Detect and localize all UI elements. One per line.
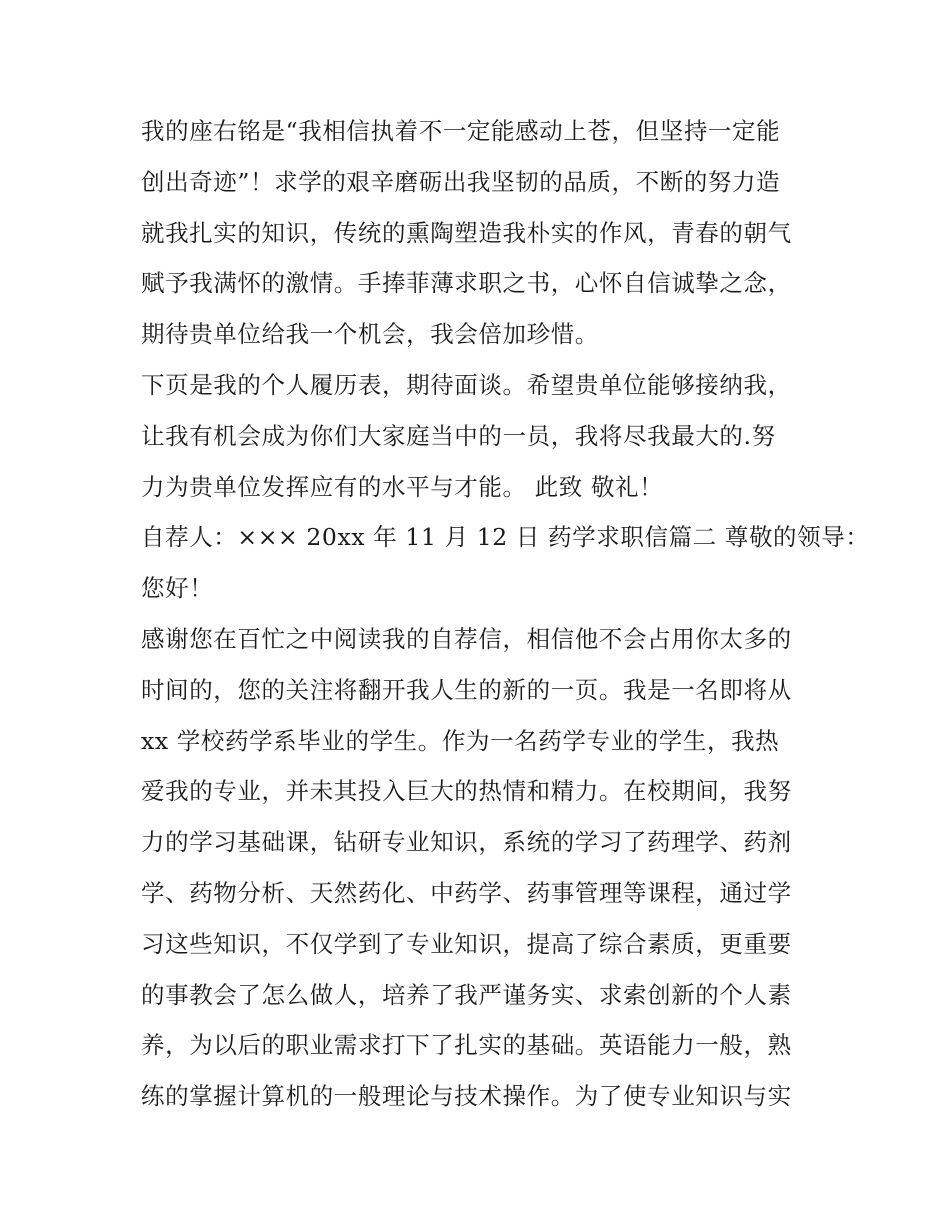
text-line: 练的掌握计算机的一般理论与技术操作。为了使专业知识与实 <box>141 1082 792 1111</box>
text-line: 爱我的专业，并未其投入巨大的热情和精力。在校期间，我努 <box>141 777 792 806</box>
text-line: 力为贵单位发挥应有的水平与才能。 此致 敬礼！ <box>141 472 664 501</box>
text-line: 感谢您在百忙之中阅读我的自荐信，相信他不会占用你太多的 <box>141 624 792 653</box>
text-line: 的事教会了怎么做人，培养了我严谨务实、求索创新的个人素 <box>141 980 792 1009</box>
text-line: 下页是我的个人履历表，期待面谈。希望贵单位能够接纳我， <box>141 370 792 399</box>
text-line: xx 学校药学系毕业的学生。作为一名药学专业的学生，我热 <box>141 726 780 755</box>
text-line: 我的座右铭是“我相信执着不一定能感动上苍，但坚持一定能 <box>141 117 781 145</box>
text-line: 赋予我满怀的激情。手捧菲薄求职之书，心怀自信诚挚之念， <box>141 269 792 298</box>
text-line: 养，为以后的职业需求打下了扎实的基础。英语能力一般，熟 <box>141 1031 792 1060</box>
letter-body <box>141 106 870 1122</box>
text-line: 期待贵单位给我一个机会，我会倍加珍惜。 <box>141 320 599 349</box>
text-line: 就我扎实的知识，传统的熏陶塑造我朴实的作风，青春的朝气 <box>141 218 792 247</box>
text-line: 力的学习基础课，钻研专业知识，系统的学习了药理学、药剂 <box>141 828 792 857</box>
text-line: 习这些知识，不仅学到了专业知识，提高了综合素质，更重要 <box>141 929 792 958</box>
text-line: 让我有机会成为你们大家庭当中的一员，我将尽我最大的.努 <box>141 421 776 450</box>
text-line: 您好！ <box>141 574 214 603</box>
text-line: 学、药物分析、天然药化、中药学、药事管理等课程，通过学 <box>141 878 792 907</box>
text-line: 时间的，您的关注将翻开我人生的新的一页。我是一名即将从 <box>141 675 792 704</box>
text-line: 创出奇迹”！求学的艰辛磨砺出我坚韧的品质，不断的努力造 <box>141 167 781 196</box>
text-line: 自荐人：××× 20xx 年 11 月 12 日 药学求职信篇二 尊敬的领导： <box>141 523 870 552</box>
